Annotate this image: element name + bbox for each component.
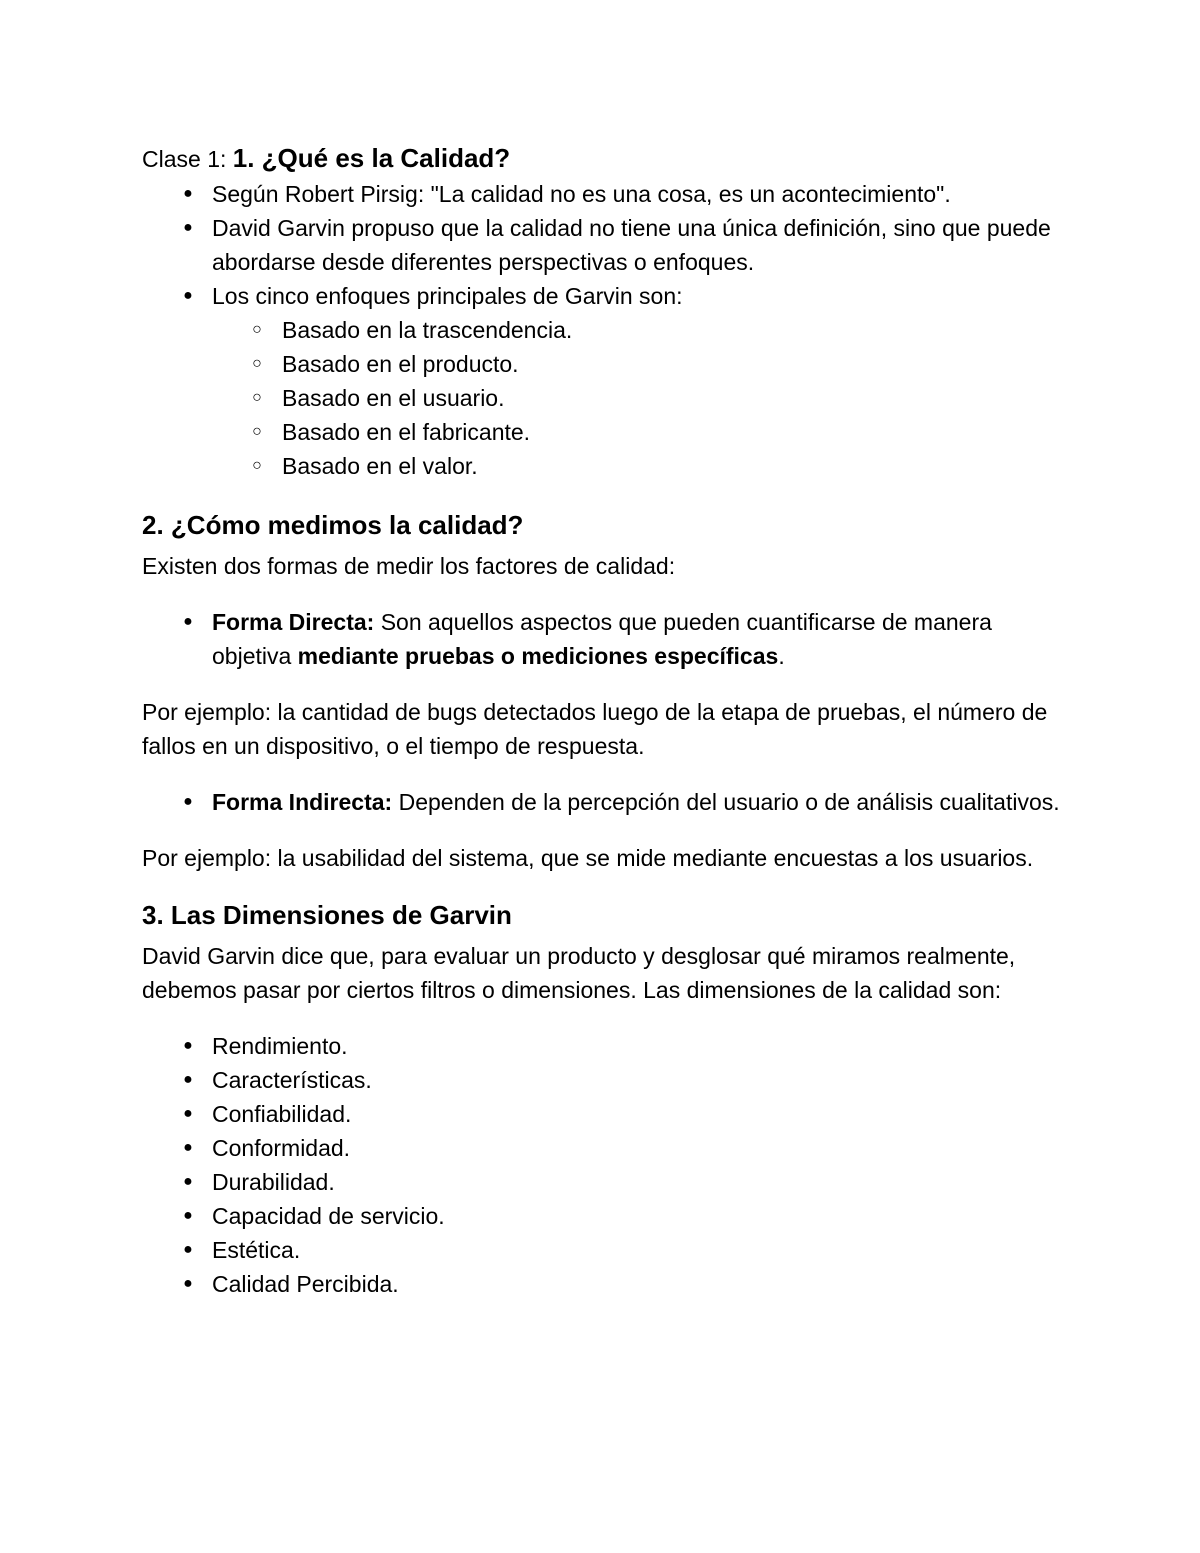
bullet-icon: ●	[183, 185, 193, 202]
hollow-bullet-icon: ○	[252, 389, 262, 406]
section1-bullet-list	[142, 177, 1062, 483]
bullet-icon: ●	[183, 1275, 193, 1292]
bullet-icon: ●	[183, 219, 193, 236]
bullet-icon: ●	[183, 1139, 193, 1156]
indirect-measure-list	[142, 785, 1062, 819]
bullet-icon: ●	[183, 287, 193, 304]
section3-title: 3. Las Dimensiones de Garvin	[142, 900, 512, 930]
list-item: ● Características.	[142, 1063, 1062, 1097]
document-page	[142, 140, 1062, 1301]
indirect-label: Forma Indirecta:	[212, 789, 393, 815]
direct-emphasis: mediante pruebas o mediciones específicas	[297, 643, 779, 669]
section2-title: 2. ¿Cómo medimos la calidad?	[142, 510, 524, 540]
section1-heading	[142, 140, 1062, 177]
direct-example: Por ejemplo: la cantidad de bugs detectados luego de la etapa de pruebas, el número de fallos en un dispositivo, o el tiempo de respuesta.	[142, 699, 1048, 759]
bullet-icon: ●	[183, 793, 193, 810]
sub-list-item: ○ Basado en la trascendencia.	[142, 313, 1062, 347]
list-item: ● Calidad Percibida.	[142, 1267, 1062, 1301]
sub-list-item: ○ Basado en el fabricante.	[142, 415, 1062, 449]
bullet-icon: ●	[183, 1105, 193, 1122]
list-item: ● Forma Directa: Son aquellos aspectos que pueden cuantificarse de manera objetiva mediante pruebas o mediciones específicas.	[142, 605, 1062, 673]
bullet-icon: ●	[183, 613, 193, 630]
list-item: ● Confiabilidad.	[142, 1097, 1062, 1131]
bullet-icon: ●	[183, 1071, 193, 1088]
indirect-example: Por ejemplo: la usabilidad del sistema, que se mide mediante encuestas a los usuarios.	[142, 845, 1034, 871]
hollow-bullet-icon: ○	[252, 423, 262, 440]
direct-measure-list	[142, 605, 1062, 673]
list-item: ● Capacidad de servicio.	[142, 1199, 1062, 1233]
list-item: ● Según Robert Pirsig: "La calidad no es una cosa, es un acontecimiento".	[142, 177, 1062, 211]
direct-label: Forma Directa:	[212, 609, 375, 635]
bullet-icon: ●	[183, 1207, 193, 1224]
section3-intro: David Garvin dice que, para evaluar un producto y desglosar qué miramos realmente, debemos pasar por ciertos filtros o dimensiones. Las dimensiones de la calidad son:	[142, 943, 1016, 1003]
list-item: ● Los cinco enfoques principales de Garvin son:	[142, 279, 1062, 313]
list-item: ● David Garvin propuso que la calidad no tiene una única definición, sino que puede abordarse desde diferentes perspectivas o enfoques.	[142, 211, 1062, 279]
list-item: ● Estética.	[142, 1233, 1062, 1267]
section1-title: 1. ¿Qué es la Calidad?	[232, 143, 511, 173]
bullet-icon: ●	[183, 1241, 193, 1258]
sub-list-item: ○ Basado en el valor.	[142, 449, 1062, 483]
section2-intro: Existen dos formas de medir los factores de calidad:	[142, 553, 676, 579]
class-label: Clase 1:	[142, 146, 233, 172]
sub-list-item: ○ Basado en el producto.	[142, 347, 1062, 381]
hollow-bullet-icon: ○	[252, 457, 262, 474]
bullet-icon: ●	[183, 1037, 193, 1054]
hollow-bullet-icon: ○	[252, 355, 262, 372]
list-item: ● Rendimiento.	[142, 1029, 1062, 1063]
list-item: ● Forma Indirecta: Dependen de la percepción del usuario o de análisis cualitativos.	[142, 785, 1062, 819]
dimensions-list	[142, 1029, 1062, 1301]
hollow-bullet-icon: ○	[252, 321, 262, 338]
list-item: ● Conformidad.	[142, 1131, 1062, 1165]
list-item: ● Durabilidad.	[142, 1165, 1062, 1199]
bullet-icon: ●	[183, 1173, 193, 1190]
sub-list-item: ○ Basado en el usuario.	[142, 381, 1062, 415]
